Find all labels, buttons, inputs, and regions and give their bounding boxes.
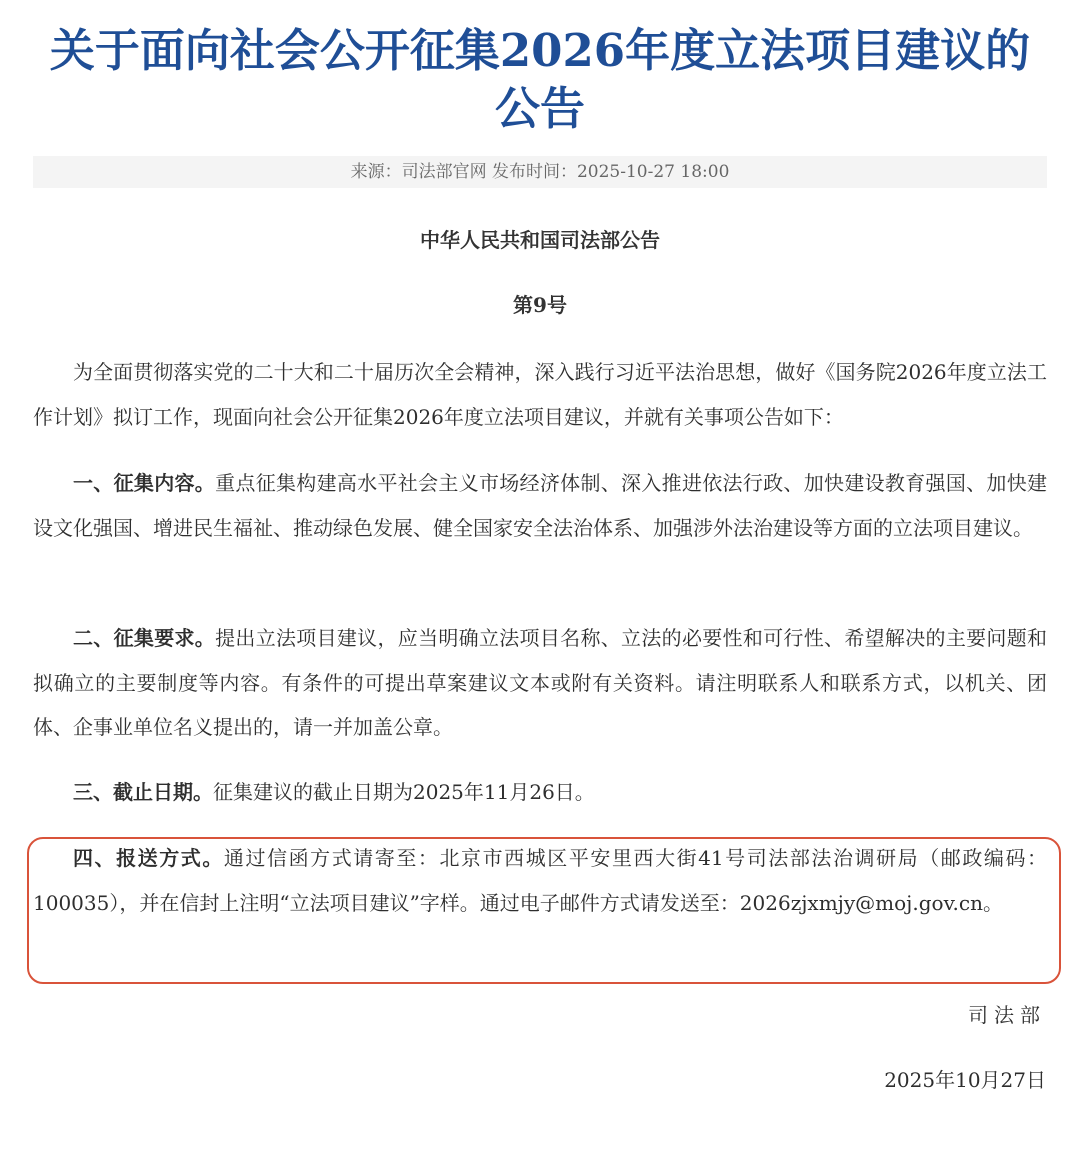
section-text: 征集建议的截止日期为2025年11月26日。 — [213, 780, 595, 804]
signature: 司法部 — [968, 1003, 1046, 1027]
section-paragraph — [33, 616, 1047, 750]
section-lead: 四、报送方式。 — [73, 846, 224, 870]
section-text: 通过信函方式请寄至：北京市西城区平安里西大街41号司法部法治调研局（邮政编码：100035），并在信封上注明“立法项目建议”字样。通过电子邮件方式请发送至：2026zjxmjy@moj.gov.cn。 — [33, 846, 1047, 915]
issuer-heading: 中华人民共和国司法部公告 — [420, 228, 660, 252]
source-label: 来源： — [350, 162, 402, 182]
article-title: 关于面向社会公开征集2026年度立法项目建议的公告 — [49, 24, 1031, 135]
section-text: 提出立法项目建议，应当明确立法项目名称、立法的必要性和可行性、希望解决的主要问题和拟确立的主要制度等内容。有条件的可提出草案建议文本或附有关资料。请注明联系人和联系方式，以机关、团体、企事业单位名义提出的，请一并加盖公章。 — [33, 626, 1048, 739]
article-meta-bar — [33, 156, 1047, 188]
section-text: 重点征集构建高水平社会主义市场经济体制、深入推进依法行政、加快建设教育强国、加快建设文化强国、增进民生福祉、推动绿色发展、健全国家安全法治体系、加强涉外法治建设等方面的立法项目建议。 — [33, 471, 1048, 540]
section-paragraph-highlighted — [33, 836, 1047, 925]
section-lead: 二、征集要求。 — [73, 626, 216, 650]
announcement-number: 第9号 — [513, 293, 567, 317]
issue-date: 2025年10月27日 — [884, 1068, 1046, 1092]
section-lead: 一、征集内容。 — [73, 471, 216, 495]
section-paragraph — [33, 461, 1047, 550]
section-lead: 三、截止日期。 — [73, 780, 213, 804]
publish-time-label: 发布时间： — [491, 162, 577, 182]
intro-paragraph: 为全面贯彻落实党的二十大和二十届历次全会精神，深入践行习近平法治思想，做好《国务院2026年度立法工作计划》拟订工作，现面向社会公开征集2026年度立法项目建议，并就有关事项公告如下： — [33, 360, 1047, 429]
publish-time-value: 2025-10-27 18:00 — [576, 162, 730, 182]
section-paragraph — [33, 770, 1047, 815]
source-value: 司法部官网 — [401, 162, 487, 182]
